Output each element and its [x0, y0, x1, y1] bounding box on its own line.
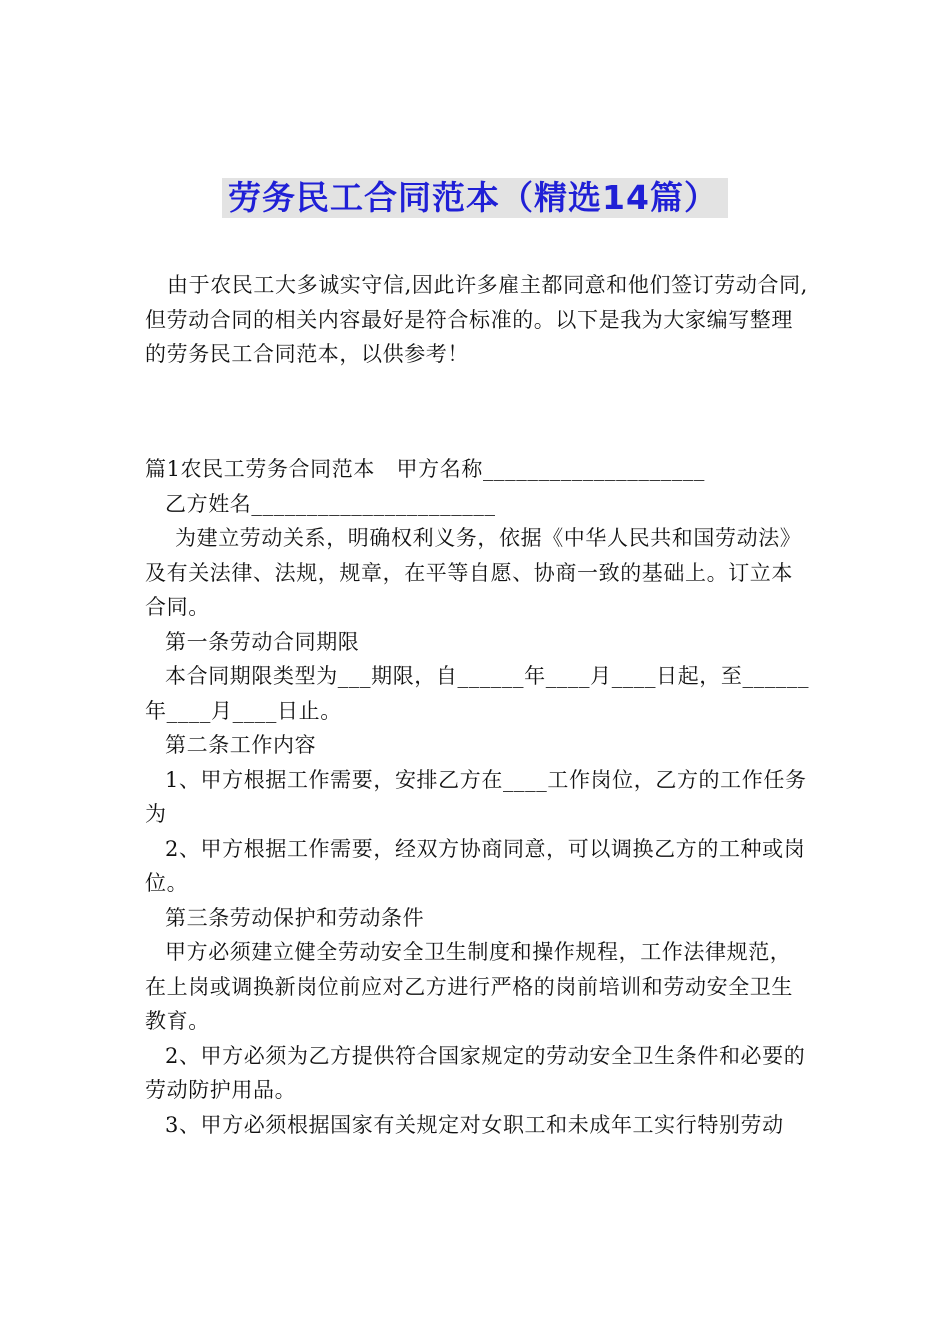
intro-block: [145, 268, 810, 372]
section-heading: 篇1农民工劳务合同范本 甲方名称____________________: [145, 457, 705, 481]
article-3-title: 第三条劳动保护和劳动条件: [165, 905, 425, 930]
document-title: 劳务民工合同范本（精选14篇）: [222, 178, 728, 218]
article-2-item-1: 1、甲方根据工作需要，安排乙方在____工作岗位，乙方的工作任务为: [145, 767, 807, 826]
article-3-item-3: 3、甲方必须根据国家有关规定对女职工和未成年工实行特别劳动: [165, 1112, 784, 1137]
article-3-item-1: 甲方必须建立健全劳动安全卫生制度和操作规程，工作法律规范，在上岗或调换新岗位前应对乙方进行严格的岗前培训和劳动安全卫生教育。: [145, 940, 793, 1033]
article-2-item-2: 2、甲方根据工作需要，经双方协商同意，可以调换乙方的工种或岗位。: [145, 836, 806, 895]
preamble-paragraph: 为建立劳动关系，明确权利义务，依据《中华人民共和国劳动法》及有关法律、法规，规章，在平等自愿、协商一致的基础上。订立本合同。: [145, 526, 802, 619]
party-b-line: 乙方姓名______________________: [165, 491, 496, 516]
article-1-title: 第一条劳动合同期限: [165, 629, 360, 654]
article-3-item-2: 2、甲方必须为乙方提供符合国家规定的劳动安全卫生条件和必要的劳动防护用品。: [145, 1043, 806, 1102]
intro-paragraph: 由于农民工大多诚实守信,因此许多雇主都同意和他们签订劳动合同,但劳动合同的相关内容最好是符合标准的。以下是我为大家编写整理的劳务民工合同范本，以供参考！: [145, 273, 808, 366]
title-container: [0, 178, 950, 218]
article-2-title: 第二条工作内容: [165, 733, 317, 757]
article-1-text: 本合同期限类型为___期限，自______年____月____日起，至______年____月____日止。: [145, 664, 810, 723]
contract-section-1: [145, 452, 810, 1142]
